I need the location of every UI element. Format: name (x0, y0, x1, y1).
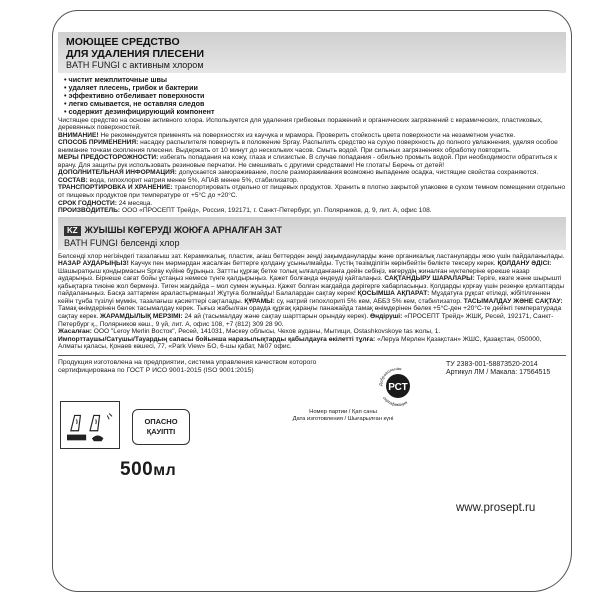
ru-producer-label: ПРОИЗВОДИТЕЛЬ: (58, 207, 121, 215)
ru-precautions-label: МЕРЫ ПРЕДОСТОРОЖНОСТИ: (58, 154, 159, 162)
iso-certification-note: Продукция изготовлена на предприятии, система управления качеством которого сертифицирована по ГОСТ Р ИСО 9001-2015 (ISO 9001:2015) (58, 358, 317, 374)
section-divider (58, 355, 566, 356)
ru-composition-label: СОСТАВ: (58, 176, 88, 184)
kz-language-badge: KZ (64, 226, 81, 236)
manufacture-date-label: Дата изготовления / Шығарылған күні (292, 415, 394, 422)
ru-intro: Чистящее средство на основе активного хлора. Используется для удаления грибковых поражений и органических загрязнений с керамических, пластиковых, деревянных поверхностей. (58, 116, 543, 132)
ru-extra-text: допускается замораживание, после размораживания возможно выпадение осадка, чистящие свойства сохраняются. (176, 169, 539, 177)
kz-subtitle (64, 238, 560, 248)
kz-producer-text: «ПРОСЕПТ Трейд» ЖШҚ, Ресей, 192171, Санкт-Петербург қ., Полярников көш., 9 үй, лит. А, офис 108, +7 (812) 309 28 90. (58, 313, 554, 328)
ru-title-line2: ДЛЯ УДАЛЕНИЯ ПЛЕСЕНИ (66, 48, 205, 60)
kz-precautions-text: Теріге, көзге және шырышті қабықтарға тиюіне жол бермеңіз. Тиген жағдайда – мол сумен жуыңыз. Қажет болған жағдайда дәрігерге хабарласыңыз. Қолдарды қорғау үшін резеңке қолғаптарды пайдаланыңыз. Басқа заттармен араластырмаңыз! Жұтуға болмайды! Балалардан сақтау керек! (58, 275, 565, 298)
kz-intro: Белсенді хлор негізіндегі тазалағыш зат. Керамикалық, пластик, ағаш беттерден зеңді зақымдануларды және органикалық ластануларды жою үшін пайдаланылады. (58, 252, 565, 260)
kz-composition-label: ҚҰРАМЫ: (244, 297, 275, 305)
website-url: www.prosept.ru (456, 501, 536, 514)
volume-unit: мл (153, 461, 177, 479)
label-content (58, 14, 566, 519)
kz-subtitle-brand: BATH FUNGI (64, 237, 118, 248)
kz-shelf-text: 24 ай (тасымалдау және сақтау шарттарын орындау керек). (182, 313, 369, 321)
batch-info (228, 409, 458, 423)
ru-header (58, 32, 566, 73)
kz-body (58, 253, 566, 328)
ru-warning-text: Не рекомендуется применять на поверхностях из каучука и мрамора. Проверить стойкость цвета поверхности на незаметном участке. (98, 131, 516, 139)
ru-shelf-text: 24 месяца. (116, 199, 153, 207)
ru-precautions (58, 154, 566, 169)
spec-info (446, 361, 550, 378)
kz-precautions-label: САҚТАНДЫРУ ШАРАЛАРЫ: (384, 275, 475, 283)
volume-number: 500 (120, 458, 154, 480)
ru-extra-label: ДОПОЛНИТЕЛЬНАЯ ИНФОРМАЦИЯ: (58, 169, 177, 177)
kz-shelf-label: ЖАРАМДЫЛЫҚ МЕРЗІМІ: (100, 313, 183, 321)
kz-header (58, 217, 566, 250)
ru-composition-text: вода, гипохлорит натрия менее 5%, АПАВ менее 5%, стабилизатор. (87, 176, 299, 184)
ru-bullet: • содержит дезинфицирующий компонент (64, 108, 566, 116)
ru-subtitle-rest: с активным хлором (119, 60, 204, 70)
kz-extra-label: ҚОСЫМША АҚПАРАТ: (357, 290, 430, 298)
kz-maker-text: ООО "Leroy Merlin Восток", Ресей, 141031, Мәскеу облысы, Чехов ауданы, Мытищи, Ostashkovskoye tas жолы, 1. (91, 328, 441, 336)
rst-bottom-label: сертификация (381, 395, 409, 407)
ru-bullet: • чистит межплиточные швы (64, 76, 566, 84)
kz-maker-label: Жасалған: (58, 328, 92, 336)
ru-precautions-text: избегать попадания на кожу, глаза и слизистые. В случае попадания - обильно промыть водой. При необходимости обратиться к врачу. Для защиты рук использовать резиновые перчатки. Не смешивать с другими средствами! Не глотать! Беречь от детей! (58, 154, 558, 169)
kz-maker (58, 328, 566, 336)
ru-producer (58, 207, 566, 215)
danger-word-kz: ҚАУІПТІ (146, 426, 176, 436)
volume (120, 459, 176, 481)
rst-certification-mark-icon (376, 364, 420, 408)
article-number: Артикул ЛМ / Макала: 17564515 (446, 369, 551, 377)
tu-number: ТУ 2383-001-58873520-2014 (446, 360, 538, 368)
kz-extra-text: Мұздатуға рұқсат етіледі, жібітілгеннен кейін тұнба түзілуі мүмкін, тазалағыш қасиеттері сақталады. (58, 290, 551, 305)
corrosive-hazard-icon (60, 401, 120, 449)
ru-bullet: • легко смывается, не оставляя следов (64, 100, 566, 108)
kz-producer-label: Өндіруші: (370, 313, 403, 321)
ru-subtitle-brand: BATH FUNGI (66, 60, 120, 70)
danger-word-ru: ОПАСНО (144, 416, 178, 426)
rst-top-label: Добровольная (377, 365, 402, 386)
ru-method-text: насадку распылителя повернуть в положение Spray. Распылить средство на сухую поверхность до полного увлажнения, уделяя особое внимание точкам скопления плесени. Выдержать от 10 минут до нескольких часов. Смыть водой. При сильных загрязнениях обработку повторить. (58, 139, 558, 154)
kz-importer-text: «Леруа Мерлен Қазақстан» ЖШС, Қазақстан, 050000, Алматы қаласы, Қонаев көшесі, 77, «Park View» БО, 6-шы қабат, №07 офис. (58, 335, 542, 351)
danger-signal-box (132, 409, 190, 445)
batch-number-label: Номер партии / Қап саны (309, 408, 377, 415)
kz-title: ЖУЫШЫ КӨГЕРУДІ ЖОЮҒА АРНАЛҒАН ЗАТ (84, 224, 282, 235)
kz-warning-text: Каучук пен мәрмәрдан жасалған беттерге қолдану ұсынылмайды. Түстің төзімділігін көрінбейтін бөлікте тексеру керек. (128, 260, 496, 268)
kz-transport-label: ТАСЫМАЛДАУ ЖӘНЕ САҚТАУ: (463, 297, 563, 305)
ru-transport (58, 184, 566, 199)
ru-shelf-label: СРОК ГОДНОСТИ: (58, 199, 117, 207)
ru-warning-label: ВНИМАНИЕ! (58, 131, 99, 139)
footer-area (58, 359, 566, 519)
ru-extra (58, 169, 566, 177)
kz-importer-label: Импорттаушы/Сатушы/Тауардың сапасы бойынша наразылықтарды қабылдауға өкілетті тұлға: (58, 335, 376, 343)
kz-transport-text: Тамақ өнімдерінен бөлек тасымалдау керек. Тығыз жабылған орауда құрғақ қараңғы панажайда тамақ өнімдерінен бөлек +5°С-ден +20°С-те дейінгі температурада сақтау керек. (58, 305, 562, 321)
kz-subtitle-rest: белсенді хлор (117, 237, 180, 248)
kz-warning-label: НАЗАР АУДАРЫҢЫЗ! (58, 260, 129, 268)
ru-shelf-life (58, 200, 566, 208)
ru-title-line1: МОЮЩЕЕ СРЕДСТВО (66, 36, 180, 48)
svg-text:РСТ: РСТ (388, 381, 408, 393)
ru-bullets (64, 76, 566, 116)
kz-composition-text: су, натрий гипохлориті 5% кем, АББЗ 5% кем, стабилизатор. (274, 297, 462, 305)
kz-method-label: ҚОЛДАНУ ӘДІСІ: (497, 260, 552, 268)
ru-bullet: • эффективно отбеливает поверхности (64, 92, 566, 100)
ru-subtitle (66, 60, 558, 70)
ru-producer-text: ООО «ПРОСЕПТ Трейд», Россия, 192171, г. Санкт-Петербург, ул. Полярников, д. 9, лит. А, офис 108. (120, 207, 432, 215)
ru-bullet: • удаляет плесень, грибок и бактерии (64, 84, 566, 92)
kz-importer (58, 336, 566, 351)
ru-transport-text: транспортировать отдельно от пищевых продуктов. Хранить в плотно закрытой упаковке в сухом темном помещении отдельно от пищевых продуктов при температуре от +5°С до +20°С. (58, 184, 566, 199)
kz-method-text: Шашыратқыш қондырмасын Spray күйіне бұрыңыз. Заттты құрғақ бетке толық ылғалданғанға дейін себіңіз, көгерудің жиналған нүктелеріне ерекше назар аударыңыз. Бірнеше сағат бойы ұстаңыз немесе түнге қалдырыңыз. Қажет болғанда өндеуді қайталаңыз. (58, 267, 530, 283)
ru-method-label: СПОСОБ ПРИМЕНЕНИЯ: (58, 139, 139, 147)
ru-method (58, 139, 566, 154)
ru-transport-label: ТРАНСПОРТИРОВКА И ХРАНЕНИЕ: (58, 184, 173, 192)
